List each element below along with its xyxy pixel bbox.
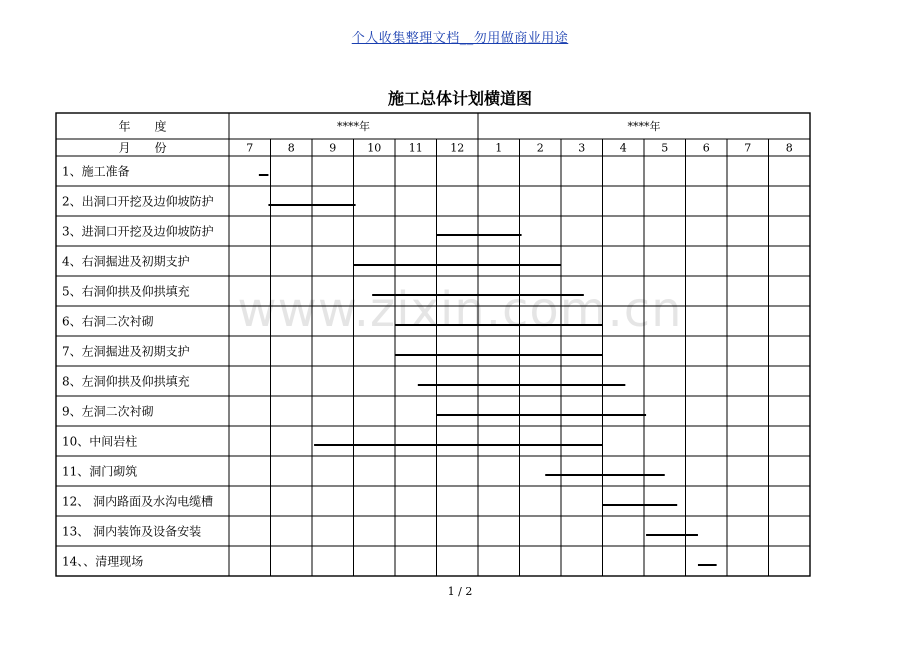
month-label: 6 — [702, 141, 710, 155]
task-label: 4、右洞掘进及初期支护 — [62, 254, 190, 269]
month-header-label: 月 份 — [118, 141, 167, 155]
month-label: 3 — [578, 141, 586, 155]
page-title: 施工总体计划横道图 — [387, 89, 532, 108]
month-label: 12 — [450, 141, 465, 155]
task-label: 7、左洞掘进及初期支护 — [62, 344, 190, 359]
watermark: www.zixin.com.cn — [237, 282, 683, 338]
task-label: 10、中间岩柱 — [62, 434, 138, 449]
year-header-label: 年 度 — [118, 119, 167, 134]
month-label: 1 — [495, 141, 503, 155]
task-label: 8、左洞仰拱及仰拱填充 — [62, 374, 190, 389]
month-label: 11 — [408, 141, 423, 155]
task-label: 2、出洞口开挖及边仰坡防护 — [62, 194, 214, 209]
task-label: 9、左洞二次衬砌 — [62, 404, 154, 419]
task-label: 1、施工准备 — [62, 164, 130, 179]
month-label: 2 — [536, 141, 544, 155]
task-label: 6、右洞二次衬砌 — [62, 314, 154, 329]
month-label: 10 — [367, 141, 382, 155]
task-label: 14、、清理现场 — [62, 554, 144, 569]
task-label: 12、 洞内路面及水沟电缆槽 — [62, 494, 214, 509]
header-link[interactable]: 个人收集整理文档__勿用做商业用途 — [351, 31, 569, 46]
page-number: 1 / 2 — [447, 585, 473, 598]
task-label: 13、 洞内装饰及设备安装 — [62, 524, 202, 539]
month-label: 5 — [661, 141, 669, 155]
month-label: 4 — [619, 141, 627, 155]
task-label: 5、右洞仰拱及仰拱填充 — [62, 284, 190, 299]
year-group-label: ****年 — [627, 120, 661, 133]
month-label: 7 — [744, 141, 752, 155]
task-label: 11、洞门砌筑 — [62, 464, 138, 479]
year-group-label: ****年 — [337, 120, 370, 133]
month-label: 9 — [329, 141, 337, 155]
month-label: 8 — [785, 141, 793, 155]
month-label: 7 — [246, 141, 254, 155]
month-label: 8 — [287, 141, 295, 155]
task-label: 3、进洞口开挖及边仰坡防护 — [62, 224, 214, 239]
